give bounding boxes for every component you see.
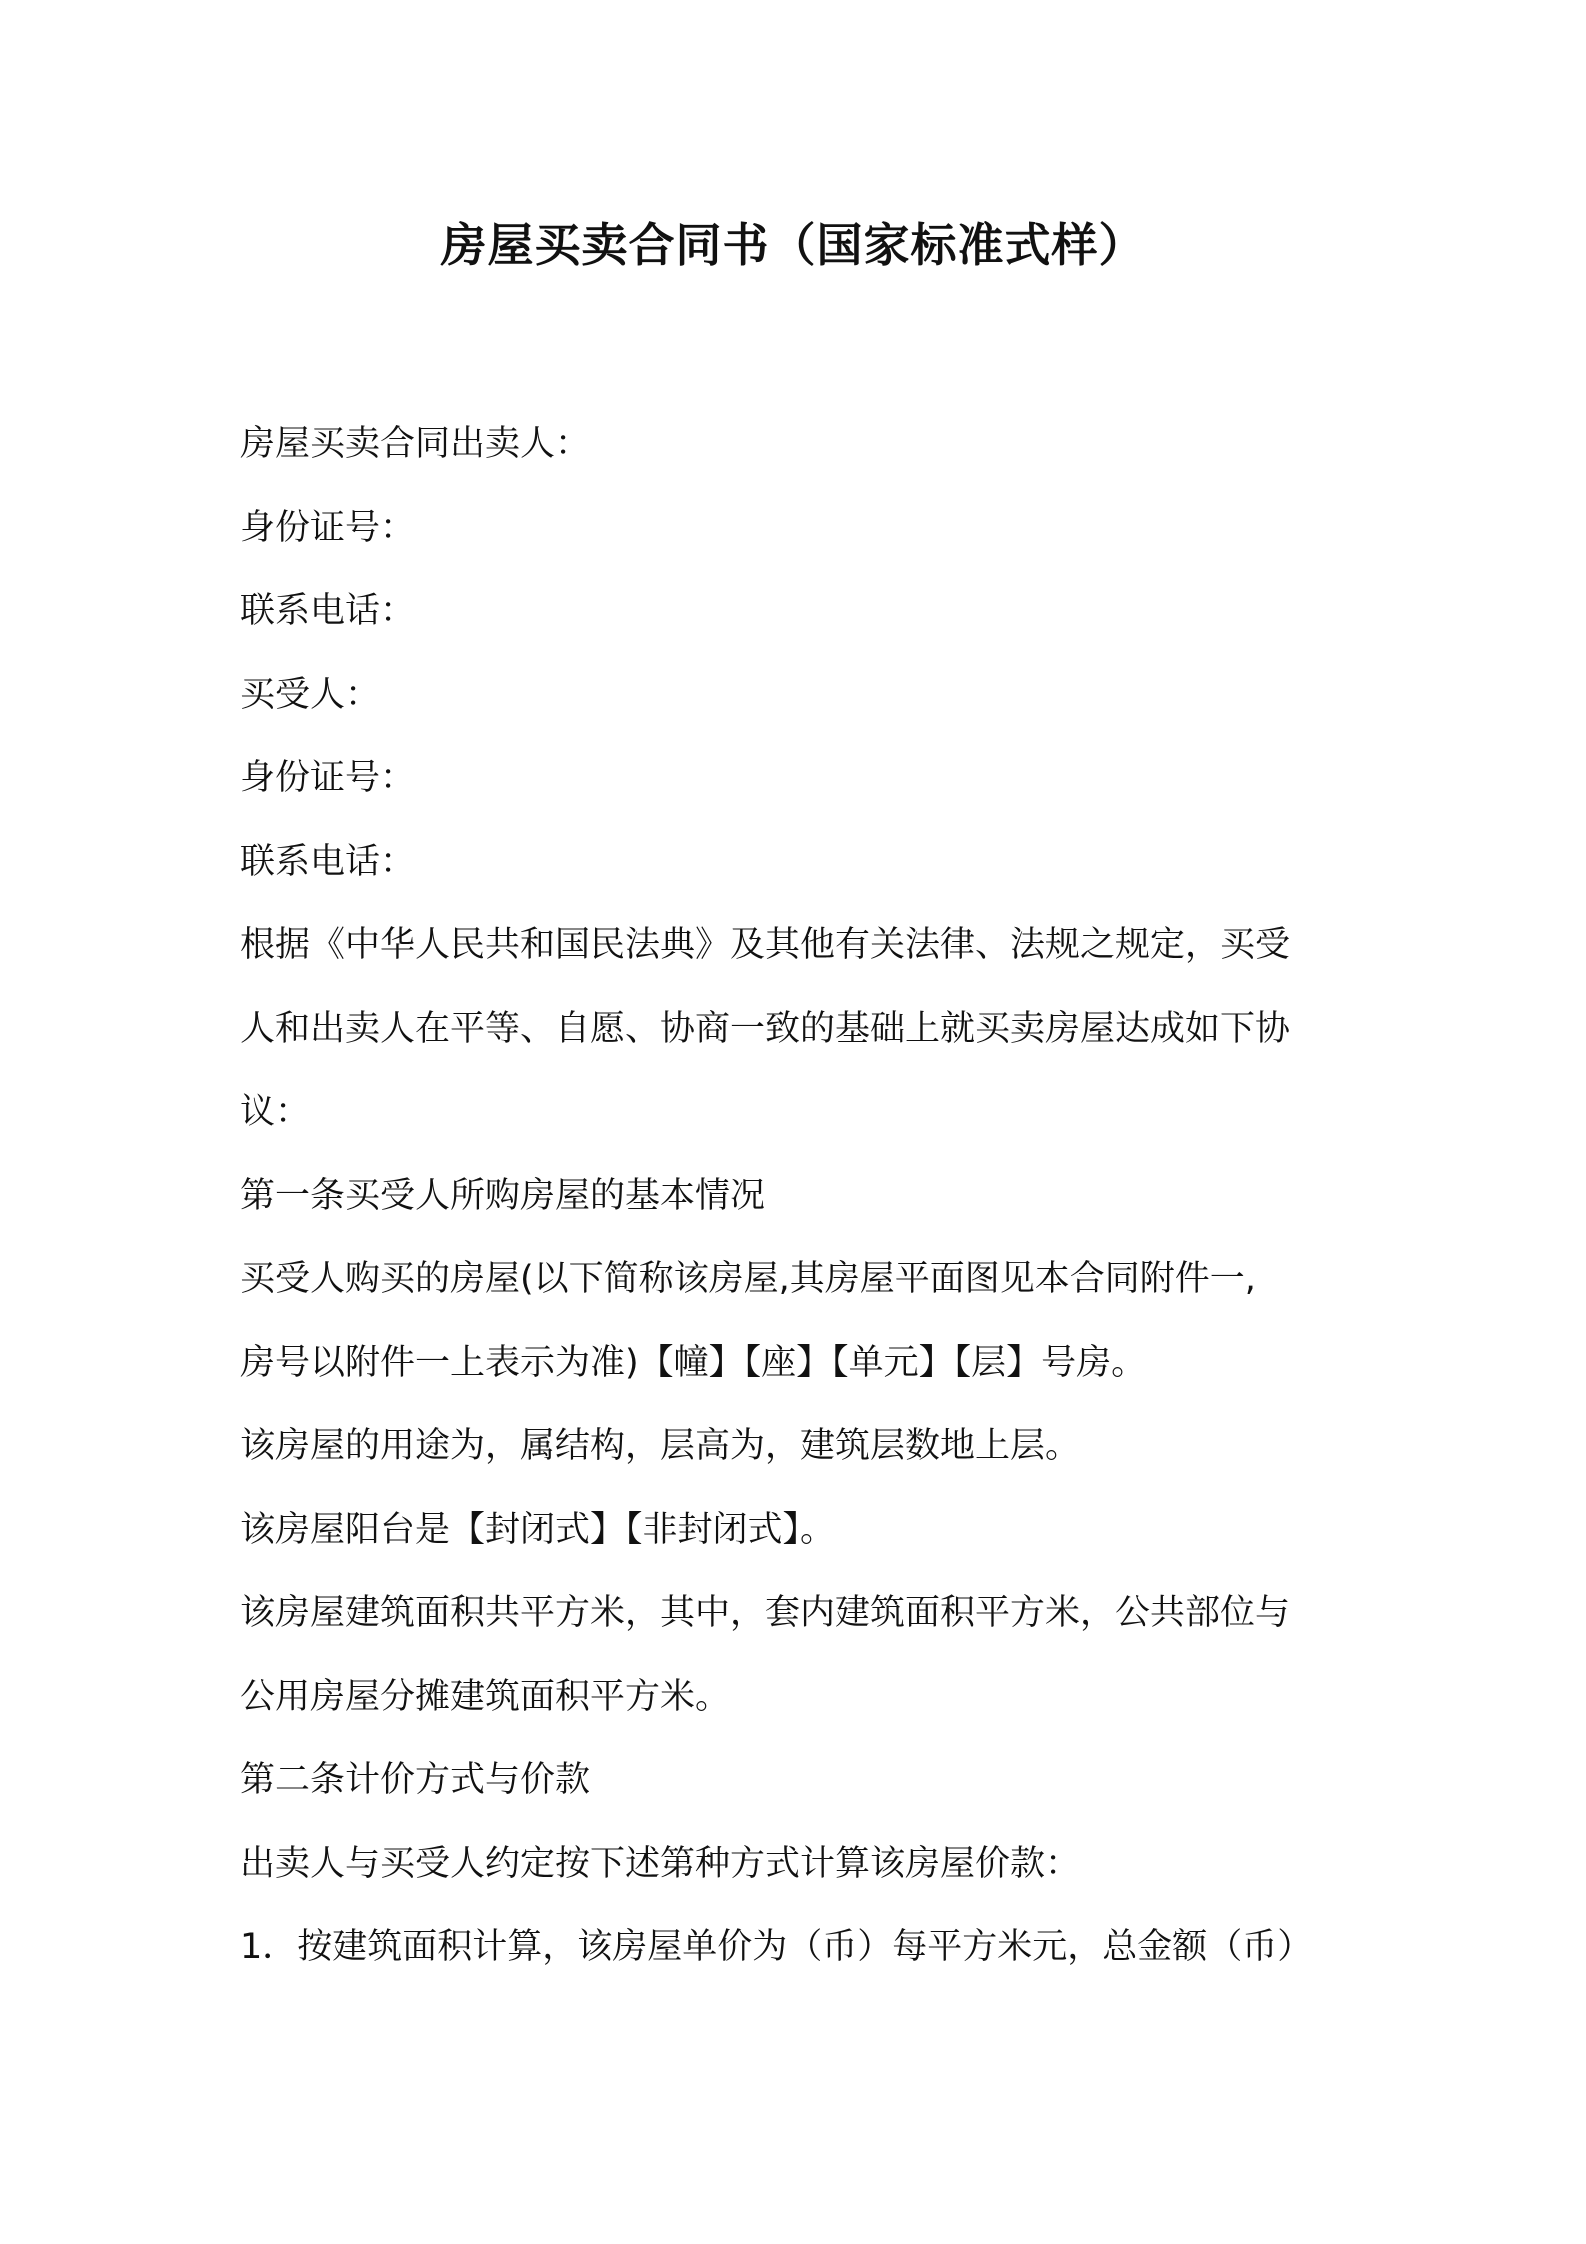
article-1-text-5: 该房屋建筑面积共平方米，其中，套内建筑面积平方米，公共部位与: [240, 1593, 1291, 1633]
document-title: 房屋买卖合同书（国家标准式样）: [440, 218, 1146, 272]
article-2-text-2: 1．按建筑面积计算，该房屋单价为（币）每平方米元，总金额（币）: [240, 1927, 1313, 1967]
seller-phone-line: 联系电话：: [240, 591, 416, 631]
article-1-text-3: 该房屋的用途为，属结构，层高为，建筑层数地上层。: [240, 1426, 1081, 1466]
article-1-text-6: 公用房屋分摊建筑面积平方米。: [240, 1676, 731, 1717]
buyer-phone-line: 联系电话：: [240, 841, 416, 882]
article-1-text-1: 买受人购买的房屋(以下简称该房屋,其房屋平面图见本合同附件一,: [240, 1259, 1256, 1299]
preamble-line-1: 根据《中华人民共和国民法典》及其他有关法律、法规之规定，买受: [240, 925, 1291, 965]
article-2-text-1: 出卖人与买受人约定按下述第种方式计算该房屋价款：: [240, 1843, 1081, 1884]
document-body: [240, 403, 1370, 1990]
buyer-line: 买受人：: [240, 674, 381, 715]
preamble-line-2: 人和出卖人在平等、自愿、协商一致的基础上就买卖房屋达成如下协: [240, 1008, 1291, 1049]
article-1-text-4: 该房屋阳台是【封闭式】【非封闭式】。: [240, 1509, 836, 1550]
article-1-text-2: 房号以附件一上表示为准)【幢】【座】【单元】【层】号房。: [240, 1342, 1147, 1383]
buyer-id-line: 身份证号：: [240, 758, 416, 798]
seller-line: 房屋买卖合同出卖人：: [240, 424, 591, 464]
article-1-heading: 第一条买受人所购房屋的基本情况: [240, 1175, 766, 1216]
seller-id-line: 身份证号：: [240, 507, 416, 548]
article-2-heading: 第二条计价方式与价款: [240, 1760, 591, 1800]
preamble-line-3: 议：: [240, 1092, 311, 1132]
